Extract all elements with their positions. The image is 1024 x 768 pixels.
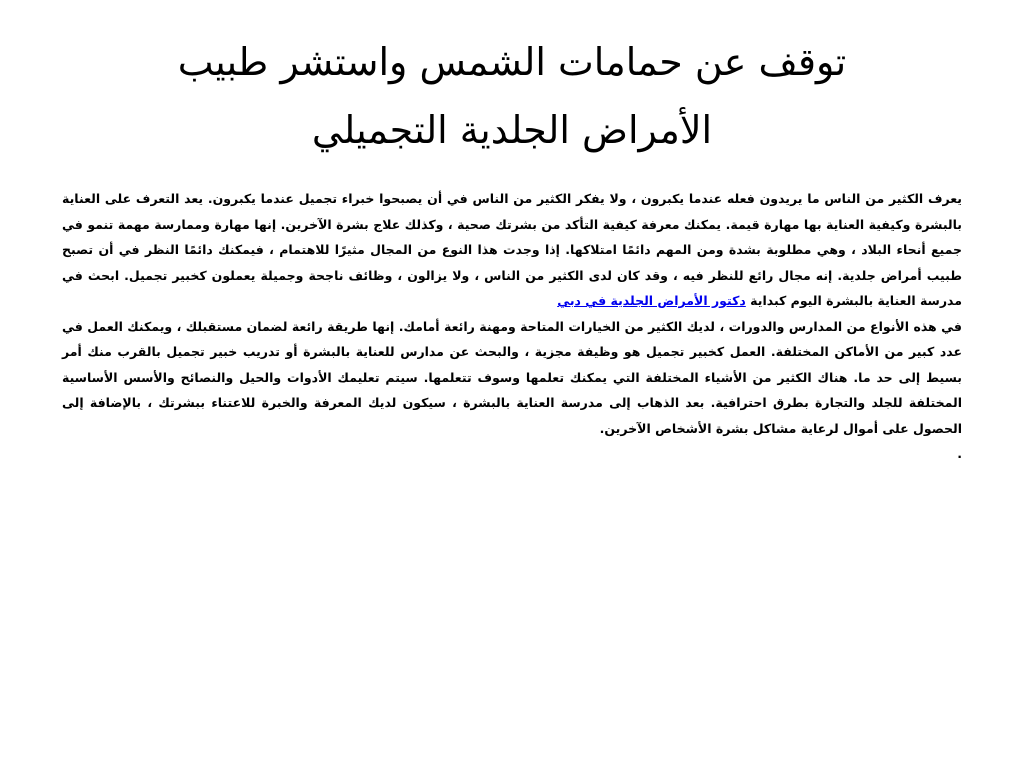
trailing-dot: . [957, 446, 962, 461]
paragraph-2: في هذه الأنواع من المدارس والدورات ، لديك الكثير من الخيارات المتاحة ومهنة رائعة أمامك. إنها طريقة رائعة لضمان مستقبلك ، ويمكنك العمل في عدد كبير من الأماكن المختلفة. العمل كخبير تجميل هو وظيفة مجزية ، والبحث عن مدارس للعناية بالبشرة أو تدريب خبير تجميل بالقرب منك أمر بسيط إلى حد ما. هناك الكثير من الأشياء المختلفة التي يمكنك تعلمها وسوف تتعلمها. سيتم تعليمك الأدوات والحيل والنصائح والأسس الأساسية المختلفة للجلد والتجارة بطرق احترافية. بعد الذهاب إلى مدرسة العناية بالبشرة ، سيكون لديك المعرفة والخبرة للاعتناء ببشرتك ، بالإضافة إلى الحصول على أموال لرعاية مشاكل بشرة الأشخاص الآخرين. [62, 318, 962, 436]
slide-body [62, 186, 962, 466]
dermatologist-dubai-link[interactable]: دكتور الأمراض الجلدية في دبي [557, 293, 746, 308]
title-line-1: توقف عن حمامات الشمس واستشر طبيب [177, 40, 847, 84]
paragraph-1-text: يعرف الكثير من الناس ما يريدون فعله عندما يكبرون ، ولا يفكر الكثير من الناس في أن يصبحوا خبراء تجميل عندما يكبرون. يعد التعرف على العناية بالبشرة وكيفية العناية بها مهارة قيمة. يمكنك معرفة كيفية التأكد من بشرتك صحية ، وكذلك علاج بشرة الآخرين. إنها مهارة وممارسة مهمة تنمو في جميع أنحاء البلاد ، وهي مطلوبة بشدة ومن المهم دائمًا امتلاكها. إذا وجدت هذا النوع من المجال مثيرًا للاهتمام ، فيمكنك دائمًا النظر في أن تصبح طبيب أمراض جلدية. إنه مجال رائع للنظر فيه ، وقد كان لدى الكثير من الناس ، ولا يزالون ، وظائف ناجحة وجميلة يعملون كخبير تجميل. ابحث في مدرسة العناية بالبشرة اليوم كبداية [62, 191, 962, 308]
paragraph-1 [62, 186, 962, 314]
slide-title [100, 28, 924, 164]
title-line-2: الأمراض الجلدية التجميلي [311, 108, 713, 152]
